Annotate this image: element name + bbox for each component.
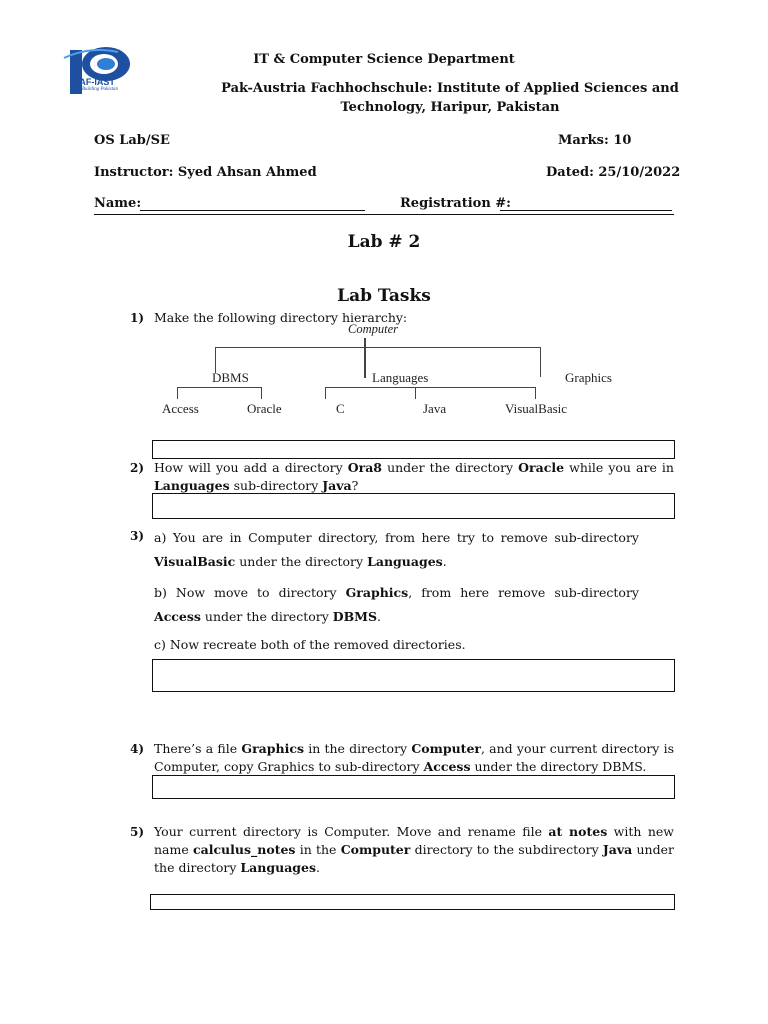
instructor-label: Instructor: Syed Ahsan Ahmed bbox=[94, 165, 317, 180]
question-3a-text: a) You are in Computer directory, from here try to remove sub-directory VisualBasic under the directory Languages. bbox=[154, 530, 639, 569]
tree-dbms-bar bbox=[177, 387, 261, 388]
course-label: OS Lab/SE bbox=[94, 133, 170, 148]
section-title: Lab Tasks bbox=[337, 286, 431, 306]
logo-text: PAF-IAST bbox=[74, 77, 115, 87]
tree-graphics-drop bbox=[540, 347, 541, 377]
question-5-number: 5) bbox=[130, 825, 145, 839]
date-label: Dated: 25/10/2022 bbox=[546, 165, 681, 180]
tree-node-computer: Computer bbox=[348, 322, 398, 336]
tree-node-java: Java bbox=[423, 401, 447, 416]
tree-access-drop bbox=[177, 387, 178, 399]
logo-tagline: Building Pakistan bbox=[82, 87, 118, 92]
answer-box-3[interactable] bbox=[152, 659, 675, 692]
question-5-text: Your current directory is Computer. Move and rename file at notes with new name calculus_notes in the Computer directory to the subdirectory Java under the directory Languages. bbox=[154, 824, 674, 875]
question-4-text: There’s a file Graphics in the directory Computer, and your current directory is Computer, copy Graphics to sub-directory Access under the directory DBMS. bbox=[154, 741, 674, 774]
answer-box-5[interactable] bbox=[150, 894, 675, 910]
tree-java-drop bbox=[415, 387, 416, 399]
name-label: Name: bbox=[94, 196, 142, 211]
tree-level1-bar bbox=[215, 347, 541, 348]
tree-c-drop bbox=[325, 387, 326, 399]
answer-box-1[interactable] bbox=[152, 440, 675, 459]
tree-node-visualbasic: VisualBasic bbox=[505, 401, 568, 416]
institute-name: Pak-Austria Fachhochschule: Institute of Applied Sciences and Technology, Haripur, Pakistan bbox=[221, 81, 679, 115]
tree-node-c: C bbox=[336, 401, 345, 416]
tree-languages-bar bbox=[325, 387, 535, 388]
answer-box-4[interactable] bbox=[152, 775, 675, 799]
question-2-text: How will you add a directory Ora8 under the directory Oracle while you are in Languages sub-directory Java? bbox=[154, 460, 674, 493]
header-divider bbox=[94, 214, 674, 215]
tree-node-graphics: Graphics bbox=[565, 370, 612, 385]
tree-oracle-drop bbox=[261, 387, 262, 399]
registration-blank[interactable] bbox=[500, 210, 672, 211]
question-4-number: 4) bbox=[130, 742, 145, 756]
registration-label: Registration #: bbox=[400, 196, 511, 211]
question-3-number: 3) bbox=[130, 529, 145, 543]
tree-node-dbms: DBMS bbox=[212, 370, 249, 385]
question-1-number: 1) bbox=[130, 311, 145, 325]
question-3b-text: b) Now move to directory Graphics, from here remove sub-directory Access under the directory DBMS. bbox=[154, 585, 639, 624]
name-blank[interactable] bbox=[140, 210, 365, 211]
tree-node-access: Access bbox=[162, 401, 199, 416]
answer-box-2[interactable] bbox=[152, 493, 675, 519]
department-title: IT & Computer Science Department bbox=[253, 52, 515, 67]
tree-node-languages: Languages bbox=[372, 370, 429, 385]
question-1-text: Make the following directory hierarchy: bbox=[154, 310, 408, 325]
tree-node-oracle: Oracle bbox=[247, 401, 282, 416]
tree-root-stem bbox=[364, 338, 366, 378]
directory-tree bbox=[150, 322, 630, 422]
question-3c-text: c) Now recreate both of the removed directories. bbox=[154, 637, 466, 652]
lab-title: Lab # 2 bbox=[347, 232, 421, 252]
tree-vb-drop bbox=[535, 387, 536, 399]
question-2-number: 2) bbox=[130, 461, 145, 475]
marks-label: Marks: 10 bbox=[558, 133, 632, 148]
